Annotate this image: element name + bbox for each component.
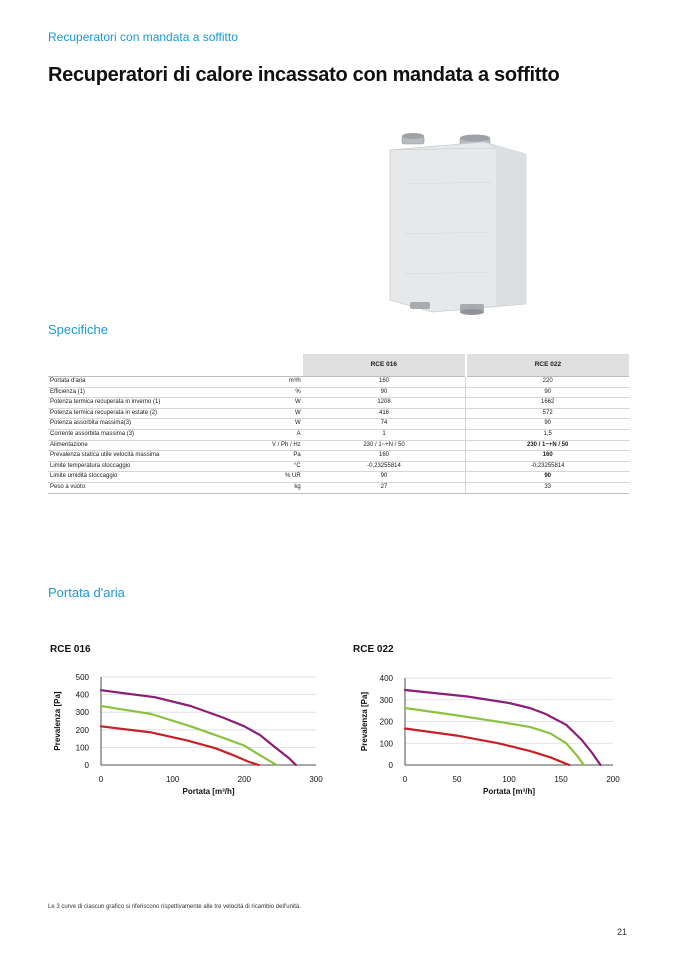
table-row [48,451,629,462]
spec-label: Efficienza (1) [48,387,270,398]
table-row [48,387,629,398]
spec-value-rce016: -0,23255814 [303,461,466,472]
x-tick-label: 100 [165,775,180,784]
spec-unit: Pa [270,451,303,462]
spec-unit: m³/h [270,377,303,388]
airflow-chart-rce016 [48,668,338,808]
spec-value-rce022: 160 [466,451,629,462]
y-tick-label: 200 [379,717,393,727]
spec-value-rce022: 33 [466,482,629,493]
table-row [48,440,629,451]
y-axis-label: Prevalenza [Pa] [360,691,369,752]
spec-value-rce022: 90 [466,419,629,430]
spec-unit: A [270,429,303,440]
y-tick-label: 400 [75,690,89,700]
spec-label: Potenza termica recuperata in inverno (1) [48,398,270,409]
y-tick-label: 500 [75,673,89,682]
spec-value-rce016: 90 [303,472,466,483]
spec-value-rce022: 1,5 [466,429,629,440]
table-row [48,419,629,430]
y-tick-label: 300 [379,695,393,705]
x-axis-label: Portata [m³/h] [182,787,235,796]
spec-unit: % [270,387,303,398]
column-header: RCE 022 [466,354,629,377]
product-image [384,124,532,322]
series-line [405,708,584,765]
spec-label: Limite umidità stoccaggio [48,472,270,483]
page-number: 21 [617,927,628,937]
table-row [48,408,629,419]
chart-title-rce022: RCE 022 [353,644,394,655]
spec-unit: kg [270,482,303,493]
series-line [101,706,277,765]
spec-unit: W [270,419,303,430]
y-tick-label: 200 [75,725,89,735]
x-tick-label: 0 [98,775,104,784]
spec-value-rce022: 90 [466,387,629,398]
airflow-chart-rce022 [355,668,635,808]
column-header: RCE 016 [303,354,466,377]
x-tick-label: 200 [237,775,252,784]
y-tick-label: 400 [379,674,393,683]
y-tick-label: 0 [388,761,393,770]
spec-table [48,354,629,494]
breadcrumb: Recuperatori con mandata a soffitto [48,30,238,44]
spec-value-rce016: 160 [303,377,466,388]
y-axis-label: Prevalenza [Pa] [53,691,62,751]
spec-value-rce022: 220 [466,377,629,388]
series-line [101,726,259,765]
table-row [48,482,629,493]
y-tick-label: 300 [75,708,89,718]
series-line [405,729,569,766]
chart-title-rce016: RCE 016 [50,644,91,655]
x-tick-label: 200 [606,775,620,784]
spec-label: Potenza termica recuperata in estate (2) [48,408,270,419]
x-tick-label: 0 [402,775,408,784]
x-tick-label: 300 [309,775,323,784]
spec-label: Limite temperatura stoccaggio [48,461,270,472]
spec-value-rce016: 27 [303,482,466,493]
spec-value-rce022: 572 [466,408,629,419]
spec-unit: % UR [270,472,303,483]
spec-unit: V / Ph / Hz [270,440,303,451]
table-row [48,398,629,409]
spec-label: Potenza assorbita massima(3) [48,419,270,430]
x-tick-label: 150 [554,775,568,784]
spec-label: Alimentazione [48,440,270,451]
footnote: Le 3 curve di ciascun grafico si riferiscono rispettivamente alle tre velocità di ricambio dell'unità. [48,904,301,910]
spec-value-rce022: 1662 [466,398,629,409]
spec-value-rce016: 230 / 1~+N / 50 [303,440,466,451]
x-tick-label: 100 [502,775,516,784]
y-tick-label: 100 [75,743,89,753]
spec-value-rce016: 1 [303,429,466,440]
y-tick-label: 0 [84,761,89,770]
spec-value-rce016: 1208 [303,398,466,409]
spec-value-rce022: 230 / 1~+N / 50 [466,440,629,451]
table-row [48,461,629,472]
spec-value-rce016: 90 [303,387,466,398]
spec-unit: °C [270,461,303,472]
spec-value-rce016: 74 [303,419,466,430]
spec-unit: W [270,398,303,409]
spec-value-rce016: 160 [303,451,466,462]
airflow-heading: Portata d'aria [48,585,125,600]
spec-value-rce022: -0,23255814 [466,461,629,472]
spec-label: Corrente assorbita massima (3) [48,429,270,440]
spec-value-rce016: 416 [303,408,466,419]
spec-value-rce022: 90 [466,472,629,483]
x-tick-label: 50 [452,775,462,784]
spec-label: Portata d'aria [48,377,270,388]
x-axis-label: Portata [m³/h] [483,787,535,796]
series-line [101,690,296,765]
table-row [48,377,629,388]
table-row [48,472,629,483]
spec-unit: W [270,408,303,419]
spec-heading: Specifiche [48,322,108,337]
table-row [48,429,629,440]
page-title: Recuperatori di calore incassato con mandata a soffitto [48,64,560,86]
spec-label: Prevalenza statica utile velocità massima [48,451,270,462]
y-tick-label: 100 [379,739,393,749]
spec-label: Peso a vuoto [48,482,270,493]
series-line [405,690,601,765]
